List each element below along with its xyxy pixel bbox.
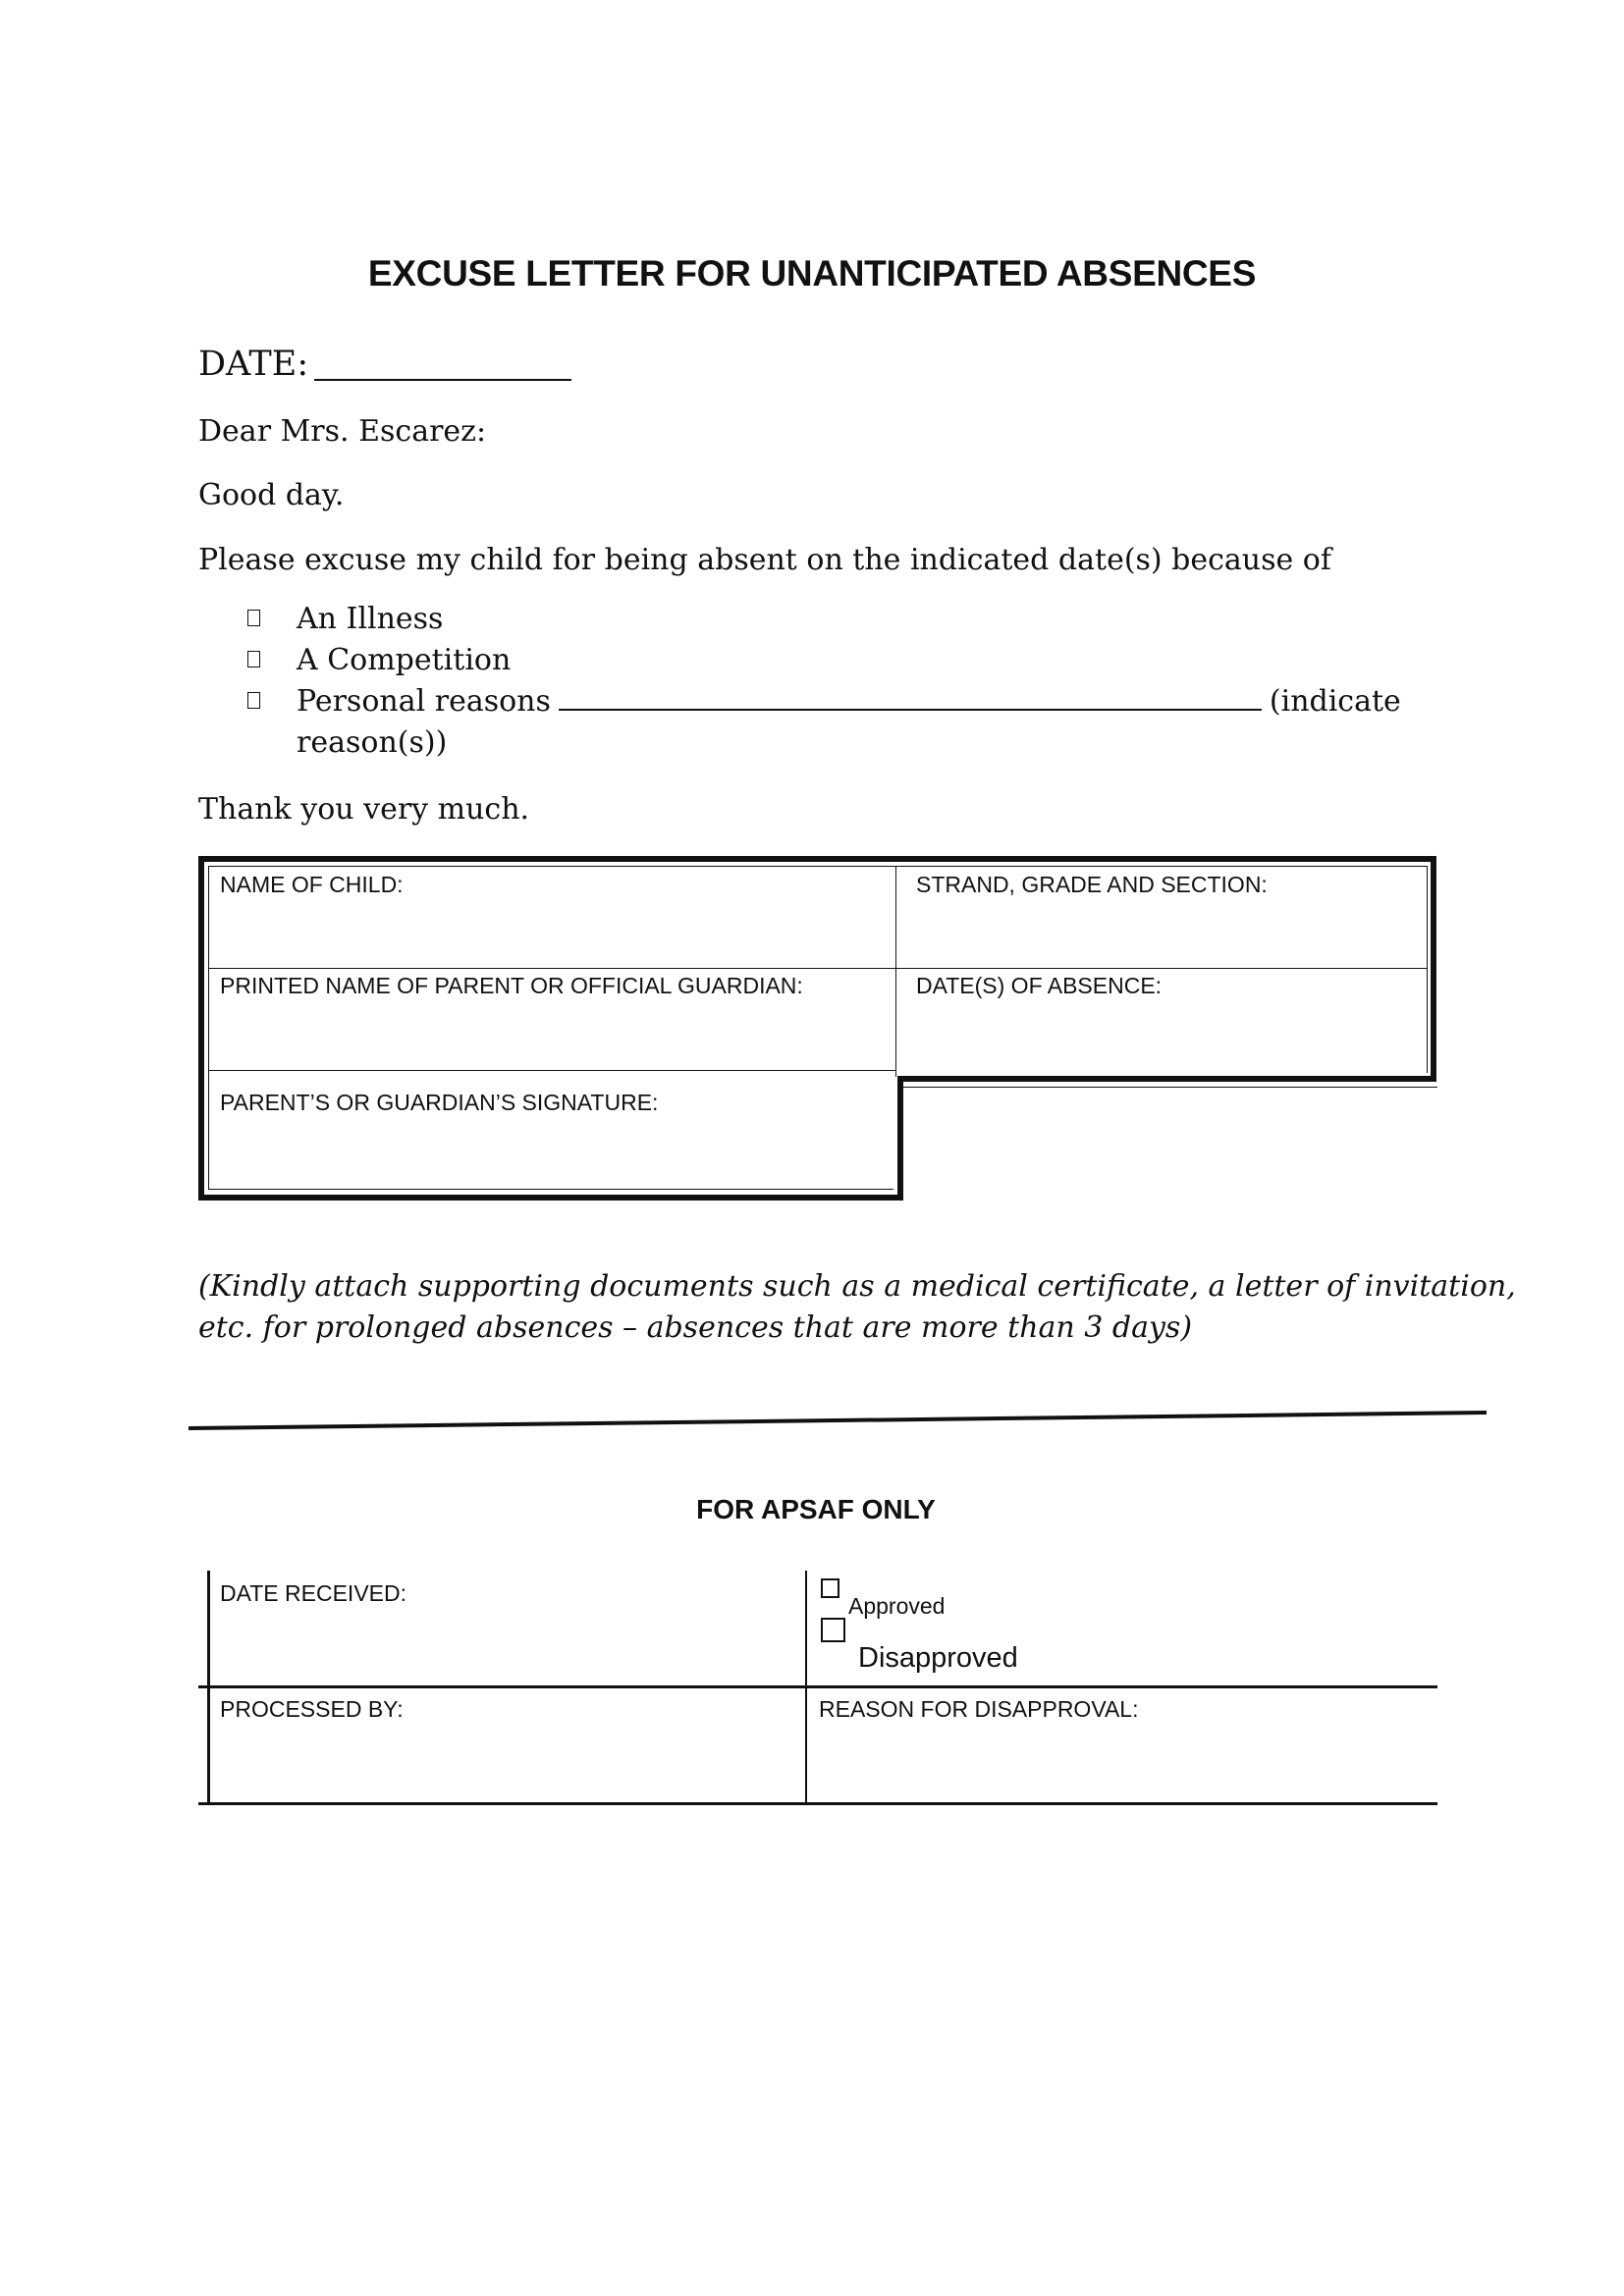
reason-continuation: reason(s)) <box>297 725 448 760</box>
strand-grade-section-field[interactable] <box>899 903 1425 964</box>
closing: Thank you very much. <box>198 792 530 827</box>
table-border <box>198 856 1436 862</box>
signature-label: PARENT’S OR GUARDIAN’S SIGNATURE: <box>220 1090 659 1115</box>
reason-label: Personal reasons <box>297 684 551 719</box>
table-border <box>897 1076 1436 1082</box>
reason-item-competition <box>244 640 1402 681</box>
request-text: Please excuse my child for being absent on the indicated date(s) because of <box>198 543 1331 577</box>
table-border <box>903 1087 1437 1088</box>
table-divider <box>895 866 896 1077</box>
supporting-documents-note: (Kindly attach supporting documents such as a medical certificate, a letter of invitation, etc. for prolonged absences – absences that are more than 3 days) <box>198 1269 1516 1345</box>
table-border <box>897 1076 903 1201</box>
reason-label: A Competition <box>297 643 512 677</box>
office-section-heading: FOR APSAF ONLY <box>696 1494 936 1524</box>
reason-label: An Illness <box>297 602 444 636</box>
section-divider <box>0 1399 1624 1438</box>
date-received-label: DATE RECEIVED: <box>220 1580 406 1606</box>
checkbox-icon[interactable] <box>247 610 260 626</box>
checkbox-icon[interactable] <box>247 651 260 667</box>
processed-by-field[interactable] <box>212 1730 801 1798</box>
personal-reason-field[interactable] <box>559 683 1262 711</box>
strand-grade-section-label: STRAND, GRADE AND SECTION: <box>916 872 1268 897</box>
table-border <box>208 866 1428 867</box>
processed-by-label: PROCESSED BY: <box>220 1696 404 1722</box>
approved-label: Approved <box>848 1593 946 1619</box>
disapproved-label: Disapproved <box>858 1642 1018 1674</box>
approved-checkbox[interactable] <box>821 1578 839 1598</box>
table-divider <box>198 1685 1437 1688</box>
table-border <box>198 856 204 1201</box>
table-divider <box>208 968 1428 969</box>
table-border <box>1431 856 1436 1082</box>
greeting: Good day. <box>198 478 345 512</box>
reason-suffix: (indicate <box>1269 684 1401 719</box>
date-line <box>198 342 571 384</box>
table-border <box>198 1802 1437 1805</box>
table-divider <box>208 1070 895 1071</box>
disapproved-checkbox[interactable] <box>821 1618 845 1642</box>
date-label: DATE: <box>198 345 309 384</box>
reason-item-personal <box>244 681 1402 722</box>
date-field[interactable] <box>314 347 571 381</box>
salutation: Dear Mrs. Escarez: <box>198 414 487 449</box>
table-border <box>198 1195 903 1201</box>
reason-for-disapproval-label: REASON FOR DISAPPROVAL: <box>819 1696 1139 1722</box>
date-received-field[interactable] <box>212 1615 801 1682</box>
name-of-child-label: NAME OF CHILD: <box>220 872 404 897</box>
parent-name-label: PRINTED NAME OF PARENT OR OFFICIAL GUARDIAN: <box>220 973 803 998</box>
dates-of-absence-field[interactable] <box>899 1005 1425 1066</box>
name-of-child-field[interactable] <box>210 903 892 964</box>
divider-line <box>189 1413 1487 1428</box>
signature-field[interactable] <box>210 1121 892 1186</box>
table-border <box>208 866 209 1190</box>
reason-item-illness <box>244 599 1402 640</box>
reason-for-disapproval-field[interactable] <box>811 1730 1435 1798</box>
table-border <box>208 1189 893 1190</box>
page-title: EXCUSE LETTER FOR UNANTICIPATED ABSENCES <box>367 253 1257 294</box>
reason-list <box>244 599 1402 764</box>
table-border <box>1427 866 1428 1073</box>
checkbox-icon[interactable] <box>247 692 260 709</box>
dates-of-absence-label: DATE(S) OF ABSENCE: <box>916 973 1163 998</box>
parent-name-field[interactable] <box>210 1005 892 1066</box>
